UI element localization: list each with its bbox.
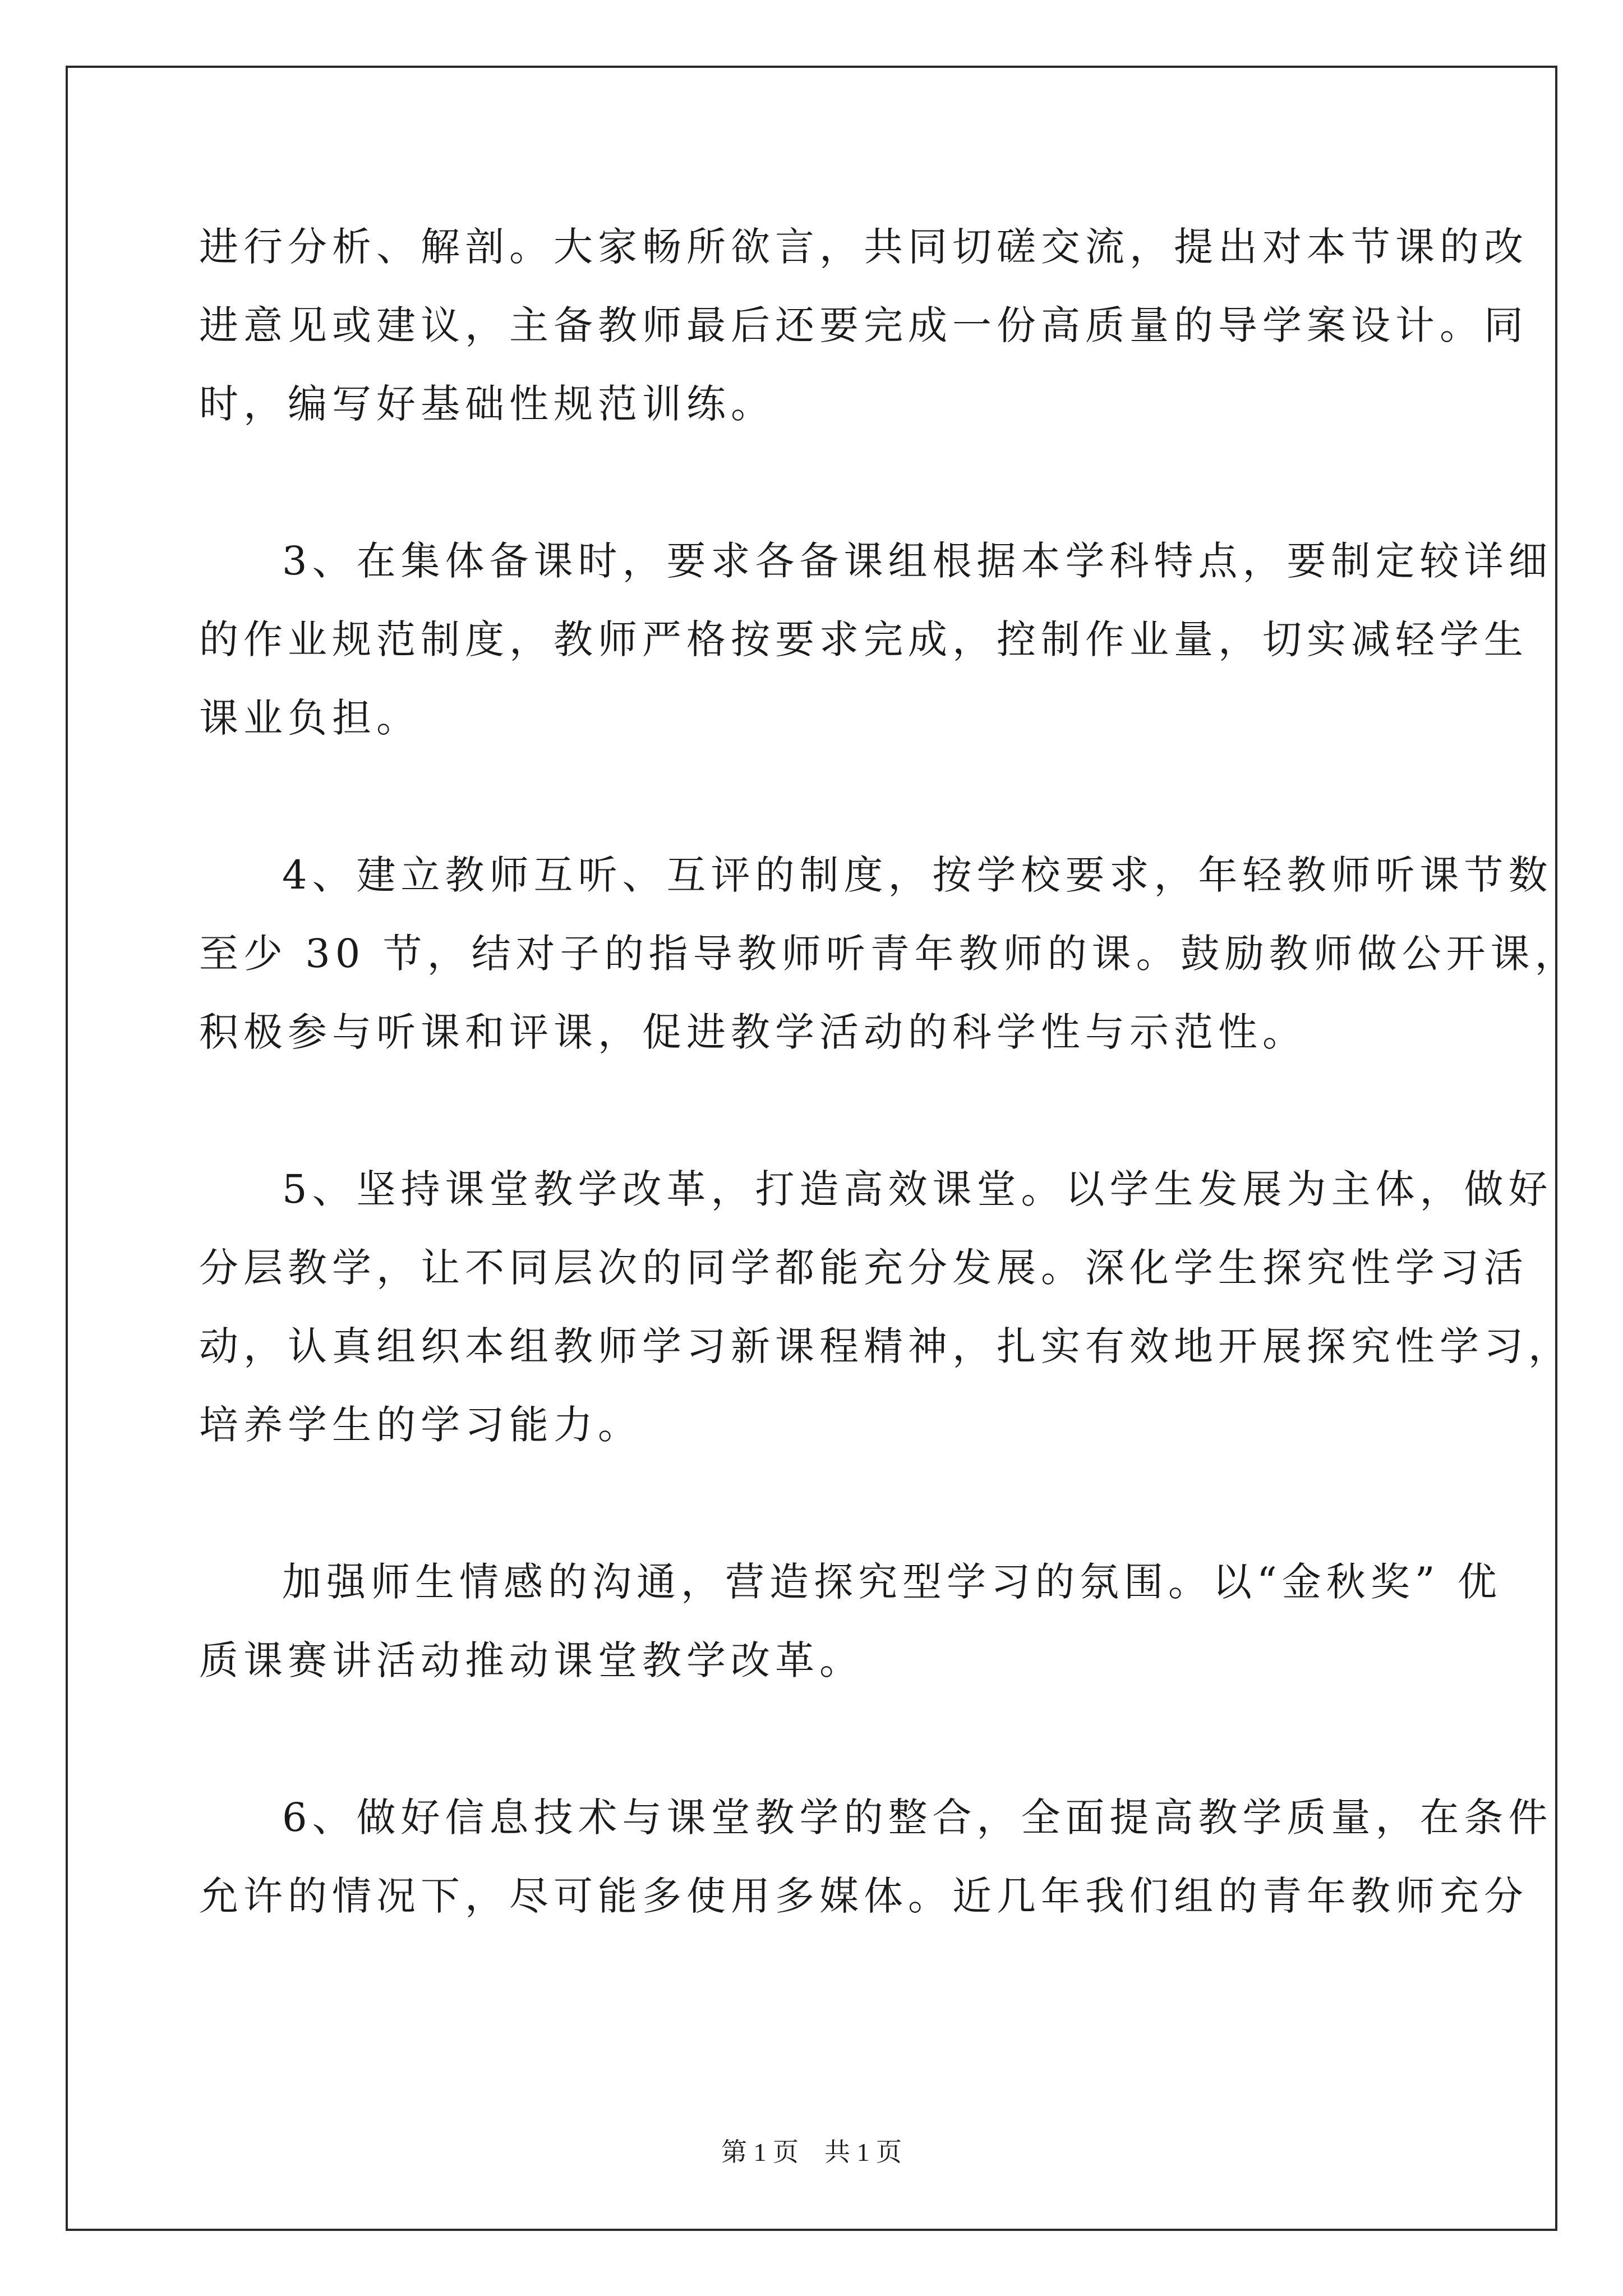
page-footer: 第 1 页 共 1 页 [721,2138,902,2166]
text-line: 允许的情况下，尽可能多使用多媒体。近几年我们组的青年教师充分 [199,1873,1528,1919]
text-line: 课业负担。 [199,695,421,741]
paragraph [199,522,1553,757]
text-line: 进行分析、解剖。大家畅所欲言，共同切磋交流，提出对本节课的改 [199,224,1528,270]
text-line: 时，编写好基础性规范训练。 [199,381,775,427]
text-line: 加强师生情感的沟通，营造探究型学习的氛围。以“金秋奖” 优 [282,1559,1502,1605]
text-line: 至少 30 节，结对子的指导教师听青年教师的课。鼓励教师做公开课， [199,931,1579,977]
paragraph [199,208,1528,443]
paragraph [199,836,1579,1071]
paragraph [199,1778,1553,1935]
document-body [199,208,1579,1935]
text-line: 3、在集体备课时，要求各备课组根据本学科特点，要制定较详细 [282,538,1553,584]
text-line: 4、建立教师互听、互评的制度，按学校要求，年轻教师听课节数 [282,852,1553,898]
text-line: 质课赛讲活动推动课堂教学改革。 [199,1637,864,1683]
text-line: 的作业规范制度，教师严格按要求完成，控制作业量，切实减轻学生 [199,616,1528,662]
text-line: 动，认真组织本组教师学习新课程精神，扎实有效地开展探究性学习， [199,1323,1573,1369]
paragraph [199,1543,1502,1700]
text-line: 6、做好信息技术与课堂教学的整合，全面提高教学质量，在条件 [282,1795,1553,1841]
text-line: 5、坚持课堂教学改革，打造高效课堂。以学生发展为主体，做好 [282,1166,1553,1212]
paragraph [199,1150,1573,1464]
text-line: 分层教学，让不同层次的同学都能充分发展。深化学生探究性学习活 [199,1245,1528,1291]
text-line: 积极参与听课和评课，促进教学活动的科学性与示范性。 [199,1009,1307,1055]
text-line: 进意见或建议，主备教师最后还要完成一份高质量的导学案设计。同 [199,302,1528,348]
text-line: 培养学生的学习能力。 [199,1402,642,1448]
